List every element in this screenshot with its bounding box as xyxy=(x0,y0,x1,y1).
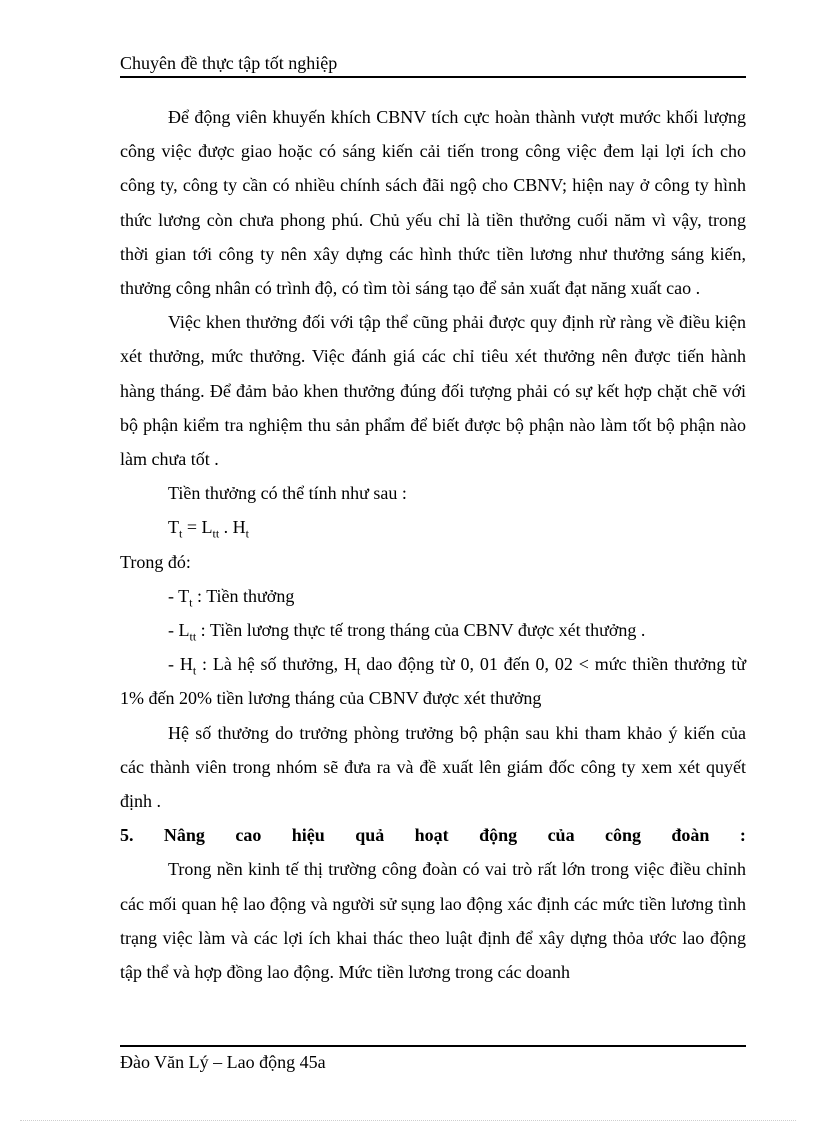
list-symbol: T xyxy=(178,585,190,606)
formula-t: T xyxy=(168,517,179,538)
page-header: Chuyên đề thực tập tốt nghiệp xyxy=(120,53,338,73)
section-heading xyxy=(120,818,746,852)
footer-rule xyxy=(120,1045,746,1047)
list-item xyxy=(120,613,746,647)
list-symbol: L xyxy=(178,620,190,641)
formula-l-sub: tt xyxy=(212,527,220,542)
list-symbol: H xyxy=(344,654,358,675)
list-symbol-sub: t xyxy=(357,663,361,678)
page-edge-dots xyxy=(20,1120,796,1121)
section-word: Nâng xyxy=(163,825,205,846)
list-symbol-sub: tt xyxy=(189,629,197,644)
list-item xyxy=(120,579,746,613)
formula-h-sub: t xyxy=(245,527,250,542)
list-dash: - xyxy=(168,585,179,606)
list-symbol-sub: t xyxy=(189,595,193,610)
section-word: : xyxy=(739,825,746,846)
formula-l: L xyxy=(201,517,213,538)
list-symbol-sub: t xyxy=(192,663,197,678)
list-text: : Tiền thưởng xyxy=(192,585,295,606)
paragraph-5: Trong nền kinh tế thị trường công đoàn có vai trò rất lớn trong việc điều chỉnh các mối quan hệ lao động và người sử sụng lao động xác định các mức tiền lương tình trạng việc làm và các lợi ích khai thác theo luật định để xây dựng thỏa ước lao động tập thể và hợp đồng lao động. Mức tiền lương trong các doanh xyxy=(120,859,746,983)
section-word: động xyxy=(479,825,518,846)
list-item xyxy=(120,647,746,715)
list-text: : Tiền lương thực tế trong tháng của CBNV được xét thưởng . xyxy=(196,620,646,641)
formula-h: H xyxy=(232,517,246,538)
section-word: hoạt xyxy=(414,825,449,846)
section-word: công xyxy=(604,825,641,846)
section-word: của xyxy=(547,825,575,846)
list-dash: - xyxy=(168,654,180,675)
paragraph-4: Hệ số thưởng do trưởng phòng trưởng bộ phận sau khi tham khảo ý kiến của các thành viên trong nhóm sẽ đưa ra và đề xuất lên giám đốc công ty xem xét quyết định . xyxy=(120,722,746,812)
list-text: dao động từ 0, 01 đến 0, 02 < mức thiền thưởng từ 1% đến 20% tiền lương tháng của CBNV được xét thưởng xyxy=(120,654,746,709)
formula-t-sub: t xyxy=(179,527,183,542)
document-body xyxy=(120,100,746,989)
page-footer: Đào Văn Lý – Lao động 45a xyxy=(120,1052,326,1072)
section-word: cao xyxy=(235,825,262,846)
section-word: quả xyxy=(355,825,385,846)
section-word: đoàn xyxy=(671,825,710,846)
section-number: 5. xyxy=(120,825,134,846)
list-dash: - xyxy=(168,620,179,641)
list-text: : Là hệ số thưởng, xyxy=(196,654,345,675)
paragraph-2: Việc khen thưởng đối với tập thể cũng phải được quy định rừ ràng về điều kiện xét thưởng, mức thưởng. Việc đánh giá các chỉ tiêu xét thưởng nên được tiến hành hàng tháng. Để đảm bảo khen thưởng đúng đối tượng phải có sự kết hợp chặt chẽ với bộ phận kiểm tra nghiệm thu sản phẩm để biết được bộ phận nào làm tốt bộ phận nào làm chưa tốt . xyxy=(120,312,746,470)
list-symbol: H xyxy=(179,654,193,675)
formula-eq: = xyxy=(182,517,202,538)
section-word: hiệu xyxy=(291,825,325,846)
formula xyxy=(120,510,746,544)
header-rule xyxy=(120,76,746,78)
paragraph-1: Để động viên khuyến khích CBNV tích cực hoàn thành vượt mước khối lượng công việc được giao hoặc có sáng kiến cải tiến trong công việc đem lại lợi ích cho công ty, công ty cần có nhiều chính sách đãi ngộ cho CBNV; hiện nay ở công ty hình thức lương còn chưa phong phú. Chủ yếu chỉ là tiền thưởng cuối năm vì vậy, trong thời gian tới công ty nên xây dựng các hình thức tiền lương như thưởng sáng kiến, thưởng công nhân có trình độ, có tìm tòi sáng tạo để sản xuất đạt năng xuất cao . xyxy=(120,107,746,299)
paragraph-3: Tiền thưởng có thể tính như sau : xyxy=(168,483,407,504)
formula-dot: . xyxy=(219,517,233,538)
where-label: Trong đó: xyxy=(120,551,191,572)
